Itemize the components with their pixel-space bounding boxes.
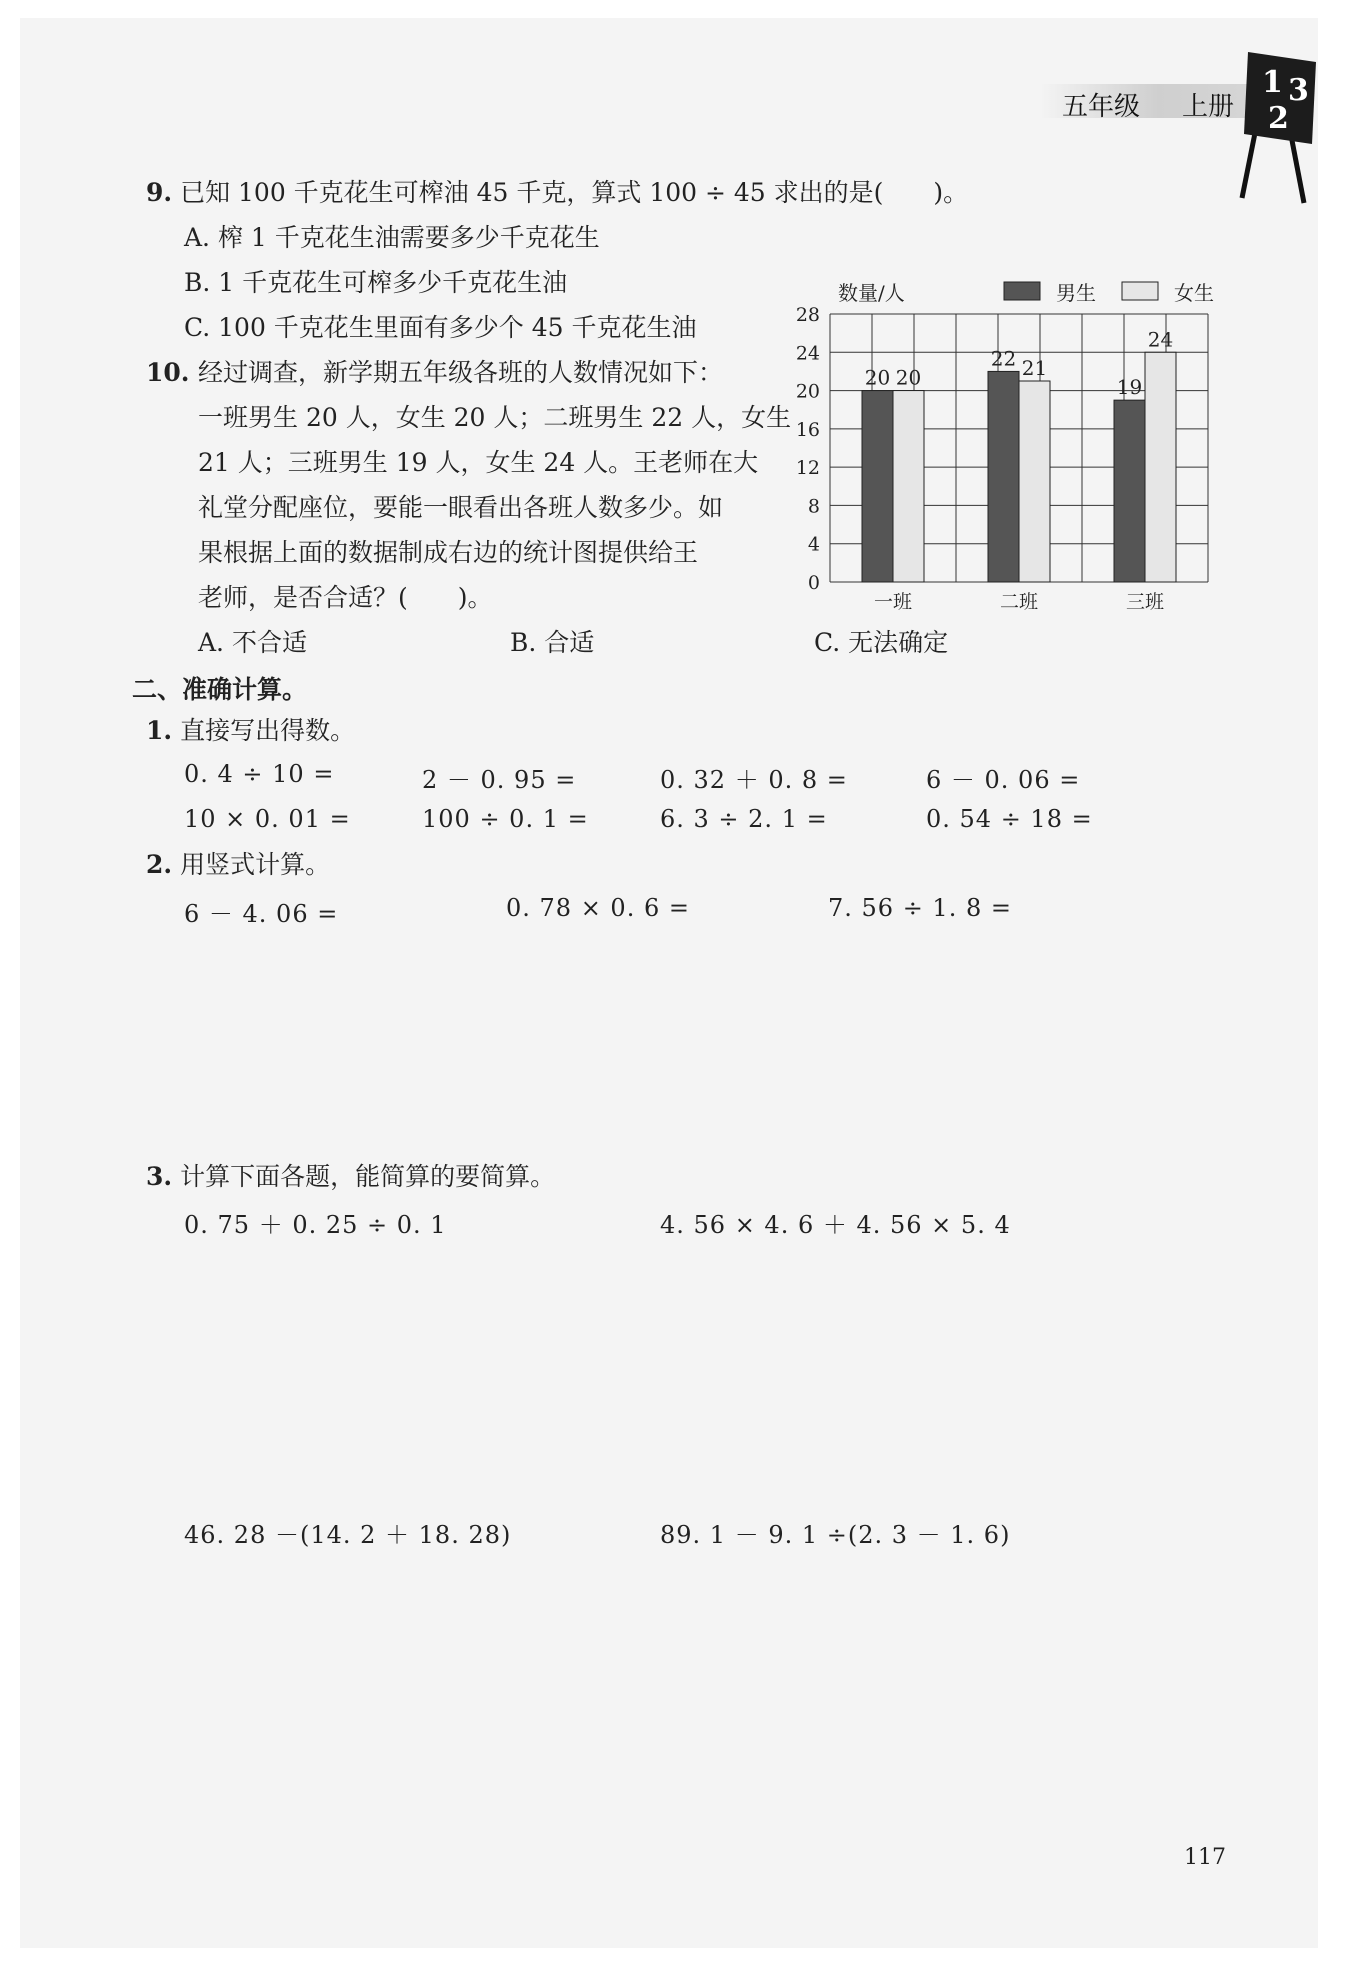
logo-digit-3: 3 bbox=[1288, 73, 1309, 108]
s2-q3-number: 3. bbox=[146, 1162, 173, 1191]
y-tick-label: 12 bbox=[795, 457, 820, 480]
bar-女生 bbox=[1019, 381, 1050, 582]
page-number: 117 bbox=[1184, 1845, 1226, 1870]
q9-option-a: A. 榨 1 千克花生油需要多少千克花生 bbox=[184, 223, 600, 252]
q10-line-1: 经过调查，新学期五年级各班的人数情况如下： bbox=[198, 358, 724, 387]
legend-swatch-girls bbox=[1122, 282, 1158, 300]
q9-option-b: B. 1 千克花生可榨多少千克花生油 bbox=[184, 268, 568, 297]
volume-label: 上册 bbox=[1182, 92, 1235, 122]
s2-q2 bbox=[146, 848, 330, 882]
s2-q1 bbox=[146, 714, 355, 748]
simplify-item: 46. 28 －(14. 2 ＋ 18. 28) bbox=[184, 1521, 512, 1549]
s2-q2-number: 2. bbox=[146, 850, 173, 879]
calc-item: 2 － 0. 95 = bbox=[422, 766, 577, 794]
logo-digit-1: 1 bbox=[1262, 65, 1283, 100]
class-size-bar-chart bbox=[790, 270, 1230, 620]
q10-option-a: A. 不合适 bbox=[198, 628, 307, 657]
bar-value-label: 20 bbox=[864, 365, 891, 390]
bar-value-label: 22 bbox=[990, 346, 1017, 371]
grade-label: 五年级 bbox=[1062, 92, 1141, 122]
bar-男生 bbox=[862, 391, 893, 582]
s2-q3 bbox=[146, 1160, 555, 1194]
vertical-calc-item: 7. 56 ÷ 1. 8 = bbox=[828, 894, 1012, 922]
s2-q1-number: 1. bbox=[146, 716, 173, 745]
blackboard-logo-icon bbox=[1238, 48, 1320, 208]
q9 bbox=[146, 176, 968, 210]
s2-q1-title: 直接写出得数。 bbox=[180, 716, 356, 745]
vertical-calc-item: 6 － 4. 06 = bbox=[184, 900, 339, 928]
vertical-calc-item: 0. 78 × 0. 6 = bbox=[506, 894, 690, 922]
q10-line-4: 礼堂分配座位，要能一眼看出各班人数多少。如 bbox=[198, 493, 724, 522]
legend-swatch-boys bbox=[1004, 282, 1040, 300]
bar-value-label: 19 bbox=[1116, 375, 1143, 400]
y-tick-label: 4 bbox=[807, 533, 820, 556]
section-2-title: 二、准确计算。 bbox=[132, 675, 308, 704]
y-tick-label: 28 bbox=[795, 304, 820, 326]
calc-item: 0. 32 ＋ 0. 8 = bbox=[660, 766, 848, 794]
calc-item: 10 × 0. 01 = bbox=[184, 805, 351, 833]
bar-value-label: 20 bbox=[895, 365, 922, 390]
y-tick-label: 8 bbox=[807, 495, 820, 518]
q10-option-b: B. 合适 bbox=[510, 628, 595, 657]
calc-item: 0. 4 ÷ 10 = bbox=[184, 760, 335, 788]
simplify-item: 4. 56 × 4. 6 ＋ 4. 56 × 5. 4 bbox=[660, 1211, 1011, 1239]
legend-label-boys: 男生 bbox=[1056, 281, 1096, 305]
bar-男生 bbox=[1114, 400, 1145, 582]
y-tick-label: 20 bbox=[795, 380, 820, 403]
y-tick-label: 24 bbox=[795, 342, 820, 365]
q10-option-c: C. 无法确定 bbox=[814, 628, 949, 657]
bar-value-label: 24 bbox=[1147, 327, 1174, 352]
logo-digit-2: 2 bbox=[1268, 101, 1289, 136]
bar-value-label: 21 bbox=[1021, 356, 1048, 380]
s2-q2-title: 用竖式计算。 bbox=[180, 850, 331, 879]
bar-女生 bbox=[893, 391, 924, 582]
q9-number: 9. bbox=[146, 178, 173, 207]
calc-item: 6 － 0. 06 = bbox=[926, 766, 1081, 794]
calc-item: 6. 3 ÷ 2. 1 = bbox=[660, 805, 828, 833]
q10-number: 10. bbox=[146, 358, 190, 387]
x-tick-label: 二班 bbox=[999, 591, 1039, 613]
q10-line-2: 一班男生 20 人，女生 20 人；二班男生 22 人，女生 bbox=[198, 403, 792, 432]
simplify-item: 89. 1 － 9. 1 ÷(2. 3 － 1. 6) bbox=[660, 1521, 1011, 1549]
y-tick-label: 16 bbox=[795, 418, 820, 441]
x-tick-label: 一班 bbox=[873, 591, 913, 613]
q10-line-6: 老师，是否合适？( )。 bbox=[198, 583, 493, 612]
chart-ylabel: 数量/人 bbox=[838, 281, 905, 305]
x-tick-label: 三班 bbox=[1125, 591, 1165, 613]
simplify-item: 0. 75 ＋ 0. 25 ÷ 0. 1 bbox=[184, 1211, 447, 1239]
q10-line-5: 果根据上面的数据制成右边的统计图提供给王 bbox=[198, 538, 699, 567]
legend-label-girls: 女生 bbox=[1174, 281, 1214, 305]
s2-q3-title: 计算下面各题，能简算的要简算。 bbox=[180, 1162, 556, 1191]
q9-stem: 已知 100 千克花生可榨油 45 千克，算式 100 ÷ 45 求出的是( )。 bbox=[180, 178, 969, 207]
calc-item: 0. 54 ÷ 18 = bbox=[926, 805, 1093, 833]
y-tick-label: 0 bbox=[807, 572, 820, 594]
calc-item: 100 ÷ 0. 1 = bbox=[422, 805, 589, 833]
q10-line-3: 21 人；三班男生 19 人，女生 24 人。王老师在大 bbox=[198, 448, 759, 477]
bar-女生 bbox=[1145, 352, 1176, 582]
bar-男生 bbox=[988, 371, 1019, 582]
q9-option-c: C. 100 千克花生里面有多少个 45 千克花生油 bbox=[184, 313, 697, 342]
